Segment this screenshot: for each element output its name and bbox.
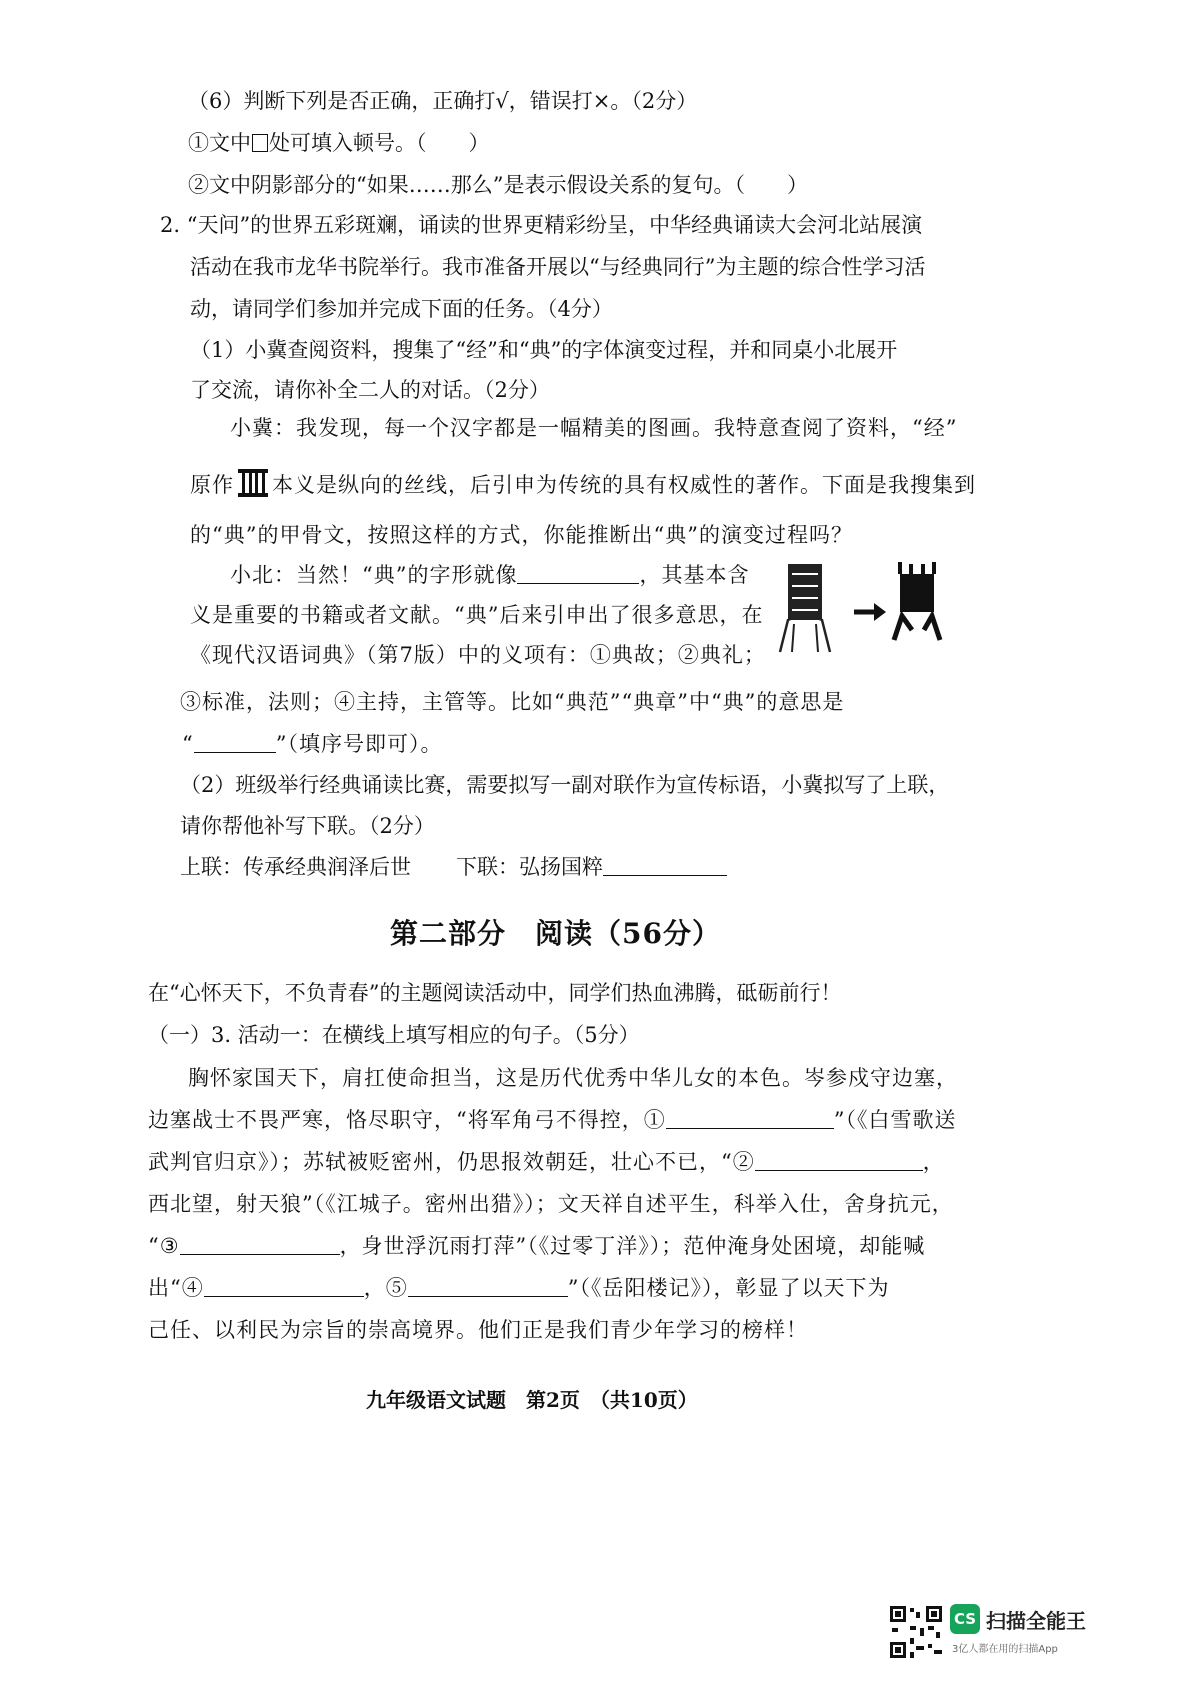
dialog-line2 <box>190 466 976 500</box>
answer-blank-shape[interactable] <box>666 1106 834 1129</box>
passage-line6-mid: ，⑤ <box>363 1276 408 1300</box>
passage-line1: 胸怀家国天下，肩扛使命担当，这是历代优秀中华儿女的本色。岑参戍守边塞， <box>188 1066 958 1090</box>
couplet-upper: 上联：传承经典润泽后世 <box>180 855 411 879</box>
q2-sub1-line2: 了交流，请你补全二人的对话。（2分） <box>190 378 550 402</box>
q1-6-item1-after: 处可填入顿号。（ ） <box>269 131 490 155</box>
reply-line5-after: ”（填序号即可）。 <box>275 732 443 756</box>
reply-line1-after: ，其基本含 <box>639 563 750 587</box>
dian-bronze-glyph-icon <box>894 562 940 640</box>
reply-line4: ③标准，法则；④主持，主管等。比如“典范”“典章”中“典”的意思是 <box>180 690 845 714</box>
q3-label: （一）3. 活动一：在横线上填写相应的句子。（5分） <box>148 1023 640 1047</box>
answer-blank-shape[interactable] <box>517 561 639 584</box>
passage-line3-before: 武判官归京》）；苏轼被贬密州，仍思报效朝廷，壮心不已，“② <box>148 1150 755 1174</box>
scanner-title: 扫描全能王 <box>986 1609 1086 1633</box>
dialog-line2-after: 本义是纵向的丝线，后引申为传统的具有权威性的著作。下面是我搜集到 <box>272 473 976 497</box>
passage-line3 <box>148 1147 945 1177</box>
passage-line4: 西北望，射天狼”（《江城子。密州出猎》）；文天祥自述平生，科举入仕，舍身抗元， <box>148 1192 954 1216</box>
q1-6-item1-before: ①文中 <box>188 131 251 155</box>
passage-line5-before: “③ <box>148 1234 180 1258</box>
passage-line6 <box>148 1273 889 1303</box>
passage-line5 <box>148 1231 925 1261</box>
q2-sub1-line1: （1）小冀查阅资料，搜集了“经”和“典”的字体演变过程，并和同桌小北展开 <box>190 338 898 362</box>
couplet-lower-label: 下联：弘扬国粹 <box>456 855 603 879</box>
page-footer: 九年级语文试题 第2页 （共10页） <box>366 1388 698 1412</box>
part2-intro: 在“心怀天下，不负青春”的主题阅读活动中，同学们热血沸腾，砥砺前行！ <box>148 981 842 1005</box>
square-box-icon <box>252 134 268 152</box>
answer-blank-shape[interactable] <box>204 1274 364 1297</box>
q2-sub2-line1: （2）班级举行经典诵读比赛，需要拟写一副对联作为宣传标语，小冀拟写了上联， <box>180 773 950 797</box>
passage-line6-before: 出“④ <box>148 1276 204 1300</box>
reply-line5 <box>182 729 443 759</box>
part2-heading: 第二部分 阅读（56分） <box>390 917 721 950</box>
dialog-line3: 的“典”的甲骨文，按照这样的方式，你能推断出“典”的演变过程吗？ <box>190 523 853 547</box>
passage-line6-after: ”（《岳阳楼记》），彰显了以天下为 <box>567 1276 890 1300</box>
passage-line2-after: ”（《白雪歌送 <box>833 1108 957 1132</box>
q2-line2: 活动在我市龙华书院举行。我市准备开展以“与经典同行”为主题的综合性学习活 <box>190 255 926 279</box>
answer-blank-shape[interactable] <box>180 1232 340 1255</box>
answer-blank-shape[interactable] <box>755 1148 923 1171</box>
scanner-subtitle: 3亿人都在用的扫描App <box>952 1644 1058 1655</box>
answer-blank-shape[interactable] <box>408 1274 568 1297</box>
scanner-logo: CS <box>950 1604 980 1634</box>
q2-line3: 动，请同学们参加并完成下面的任务。（4分） <box>190 297 613 321</box>
reply-line1 <box>230 560 749 590</box>
reply-line1-before: 小北：当然！“典”的字形就像 <box>230 563 518 587</box>
jing-ancient-glyph-icon <box>236 466 270 500</box>
q2-line1: 2. “天问”的世界五彩斑斓，诵读的世界更精彩纷呈，中华经典诵读大会河北站展演 <box>160 213 923 237</box>
passage-line5-after: ，身世浮沉雨打萍”（《过零丁洋》）；范仲淹身处困境，却能喊 <box>339 1234 926 1258</box>
q2-sub2-line2: 请你帮他补写下联。（2分） <box>180 814 435 838</box>
q1-6-item1 <box>188 128 490 158</box>
arrow-right-icon <box>854 603 886 621</box>
q1-6-item2: ②文中阴影部分的“如果……那么”是表示假设关系的复句。（ ） <box>188 173 808 197</box>
passage-line3-after: ， <box>922 1150 945 1174</box>
passage-line2-before: 边塞战士不畏严寒，恪尽职守，“将军角弓不得控，① <box>148 1108 666 1132</box>
dian-evolution-figure <box>770 560 950 660</box>
passage-line2 <box>148 1105 956 1135</box>
dialog-line1: 小冀：我发现，每一个汉字都是一幅精美的图画。我特意查阅了资料，“经” <box>230 416 958 440</box>
answer-blank-shape[interactable] <box>194 730 276 753</box>
answer-blank-shape[interactable] <box>603 853 727 876</box>
qr-code-icon <box>888 1604 944 1660</box>
q1-6-prompt: （6）判断下列是否正确，正确打√，错误打×。（2分） <box>188 89 698 113</box>
passage-line7: 己任、以利民为宗旨的崇高境界。他们正是我们青少年学习的榜样！ <box>148 1318 808 1342</box>
reply-line5-before: “ <box>182 732 194 756</box>
couplet-lower <box>456 852 727 882</box>
reply-line3: 《现代汉语词典》（第7版）中的义项有：①典故；②典礼； <box>190 643 766 667</box>
dian-oracle-glyph-icon <box>780 564 830 652</box>
dialog-line2-before: 原作 <box>190 473 234 497</box>
reply-line2: 义是重要的书籍或者文献。“典”后来引申出了很多意思，在 <box>190 603 764 627</box>
